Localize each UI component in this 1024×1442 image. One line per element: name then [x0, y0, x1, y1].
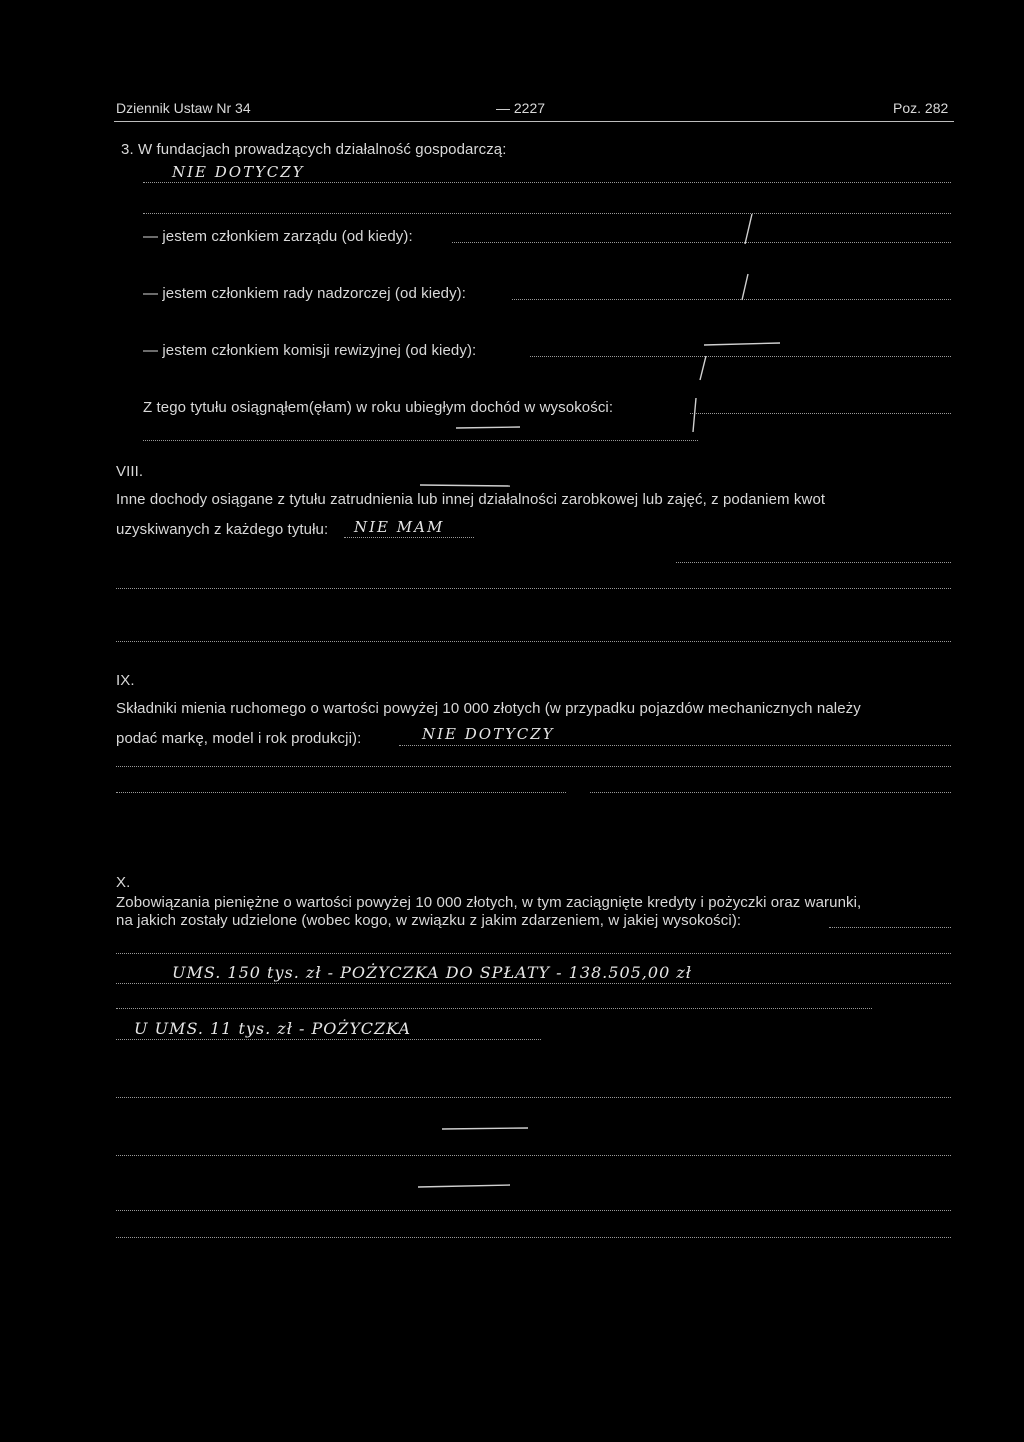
handwritten-liability-2: U UMS. 11 tys. zł - POŻYCZKA [134, 1019, 411, 1038]
page-number: — 2227 [496, 100, 546, 116]
audit-member-line: — jestem członkiem komisji rewizyjnej (od kiedy): [143, 342, 477, 359]
supervisory-member-line: — jestem członkiem rady nadzorczej (od kiedy): [143, 285, 467, 302]
handwritten-answer: NIE DOTYCZY [172, 163, 305, 181]
section8-text-line1: Inne dochody osiągane z tytułu zatrudnienia lub innej działalności zarobkowej lub zajęć, z podaniem kwot [116, 491, 826, 508]
section9-text-line2: podać markę, model i rok produkcji): [116, 730, 362, 747]
section10-text-line1: Zobowiązania pieniężne o wartości powyżej 10 000 złotych, w tym zaciągnięte kredyty i pożyczki oraz warunki, [116, 894, 862, 911]
board-member-line: — jestem członkiem zarządu (od kiedy): [143, 228, 413, 245]
handwritten-answer: NIE MAM [354, 518, 445, 536]
journal-title: Dziennik Ustaw Nr 34 [116, 100, 251, 116]
section9-number: IX. [116, 672, 135, 689]
section8-number: VIII. [116, 463, 144, 480]
section9-text-line1: Składniki mienia ruchomego o wartości powyżej 10 000 złotych (w przypadku pojazdów mechanicznych należy [116, 700, 861, 717]
section10-number: X. [116, 874, 131, 891]
section8-text-line2: uzyskiwanych z każdego tytułu: [116, 521, 329, 538]
section3-heading: 3. W fundacjach prowadzących działalność gospodarczą: [121, 141, 507, 158]
position-number: Poz. 282 [893, 100, 949, 116]
handwritten-answer: NIE DOTYCZY [422, 725, 555, 743]
handwritten-liability-1: UMS. 150 tys. zł - POŻYCZKA DO SPŁATY - 138.505,00 zł [172, 963, 692, 982]
income-line: Z tego tytułu osiągnąłem(ęłam) w roku ubiegłym dochód w wysokości: [143, 399, 614, 416]
section10-text-line2: na jakich zostały udzielone (wobec kogo, w związku z jakim zdarzeniem, w jakiej wysokości): [116, 912, 742, 929]
